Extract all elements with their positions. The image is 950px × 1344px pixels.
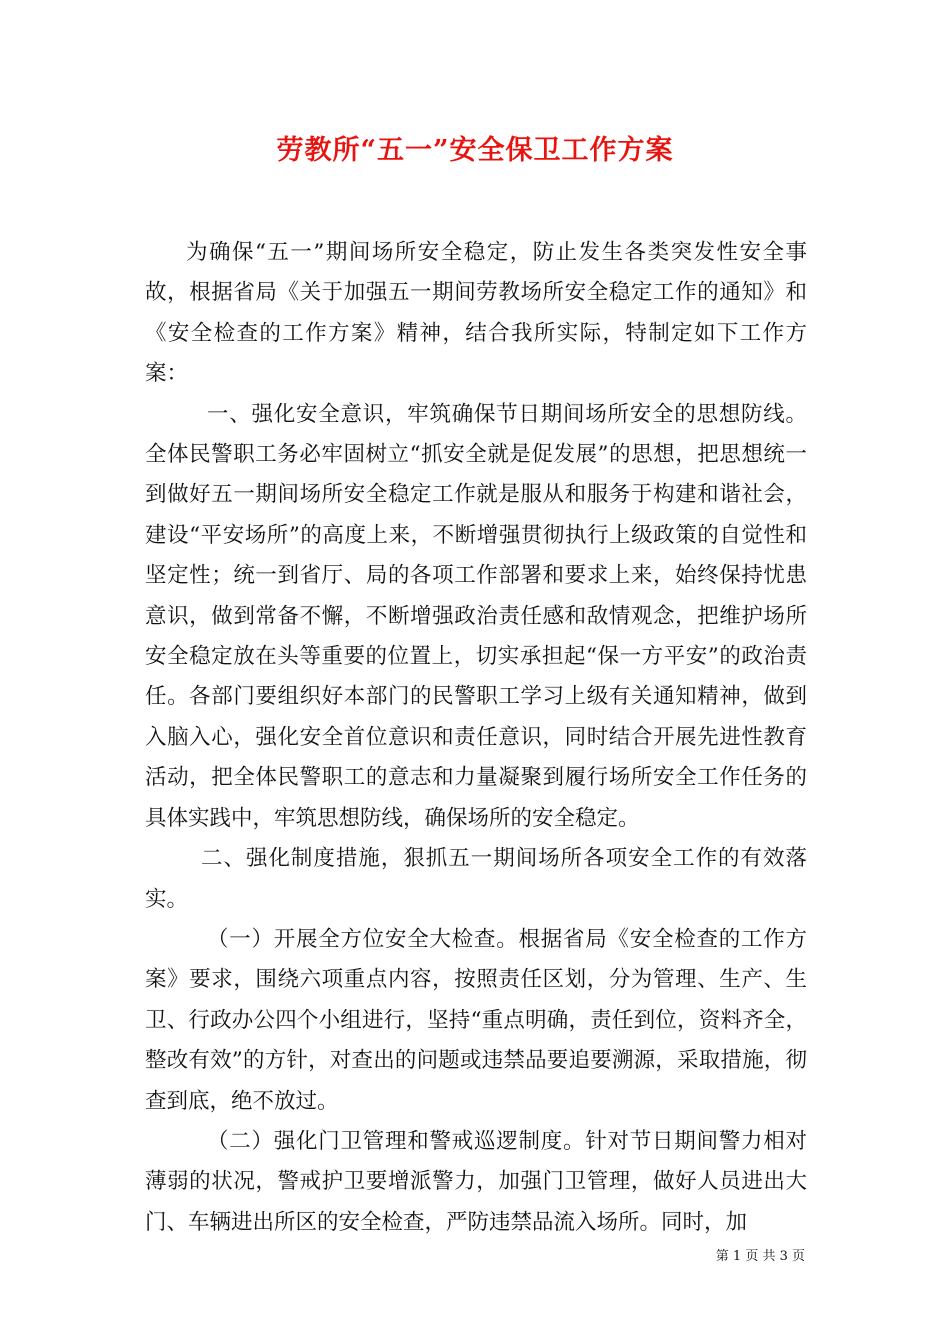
page-number: 第 1 页 共 3 页	[715, 1249, 805, 1264]
document-title: 劳教所“五一”安全保卫工作方案	[276, 135, 674, 166]
document-body	[145, 233, 807, 1243]
paragraph-section-2: 二、强化制度措施，狠抓五一期间场所各项安全工作的有效落实。	[145, 846, 807, 912]
paragraph-intro: 为确保“五一”期间场所安全稳定，防止发生各类突发性安全事故，根据省局《关于加强五一期间劳教场所安全稳定工作的通知》和《安全检查的工作方案》精神，结合我所实际，特制定如下工作方案：	[145, 240, 807, 387]
paragraph-item-2: （二）强化门卫管理和警戒巡逻制度。针对节日期间警力相对薄弱的状况，警戒护卫要增派警力，加强门卫管理，做好人员进出大门、车辆进出所区的安全检查，严防违禁品流入场所。同时，加	[145, 1128, 807, 1235]
paragraph-item-1: （一）开展全方位安全大检查。根据省局《安全检查的工作方案》要求，围绕六项重点内容，按照责任区划，分为管理、生产、生卫、行政办公四个小组进行，坚持“重点明确，责任到位，资料齐全，整改有效”的方针，对查出的问题或违禁品要追要溯源，采取措施，彻查到底，绝不放过。	[145, 926, 807, 1114]
paragraph-section-1: 一、强化安全意识，牢筑确保节日期间场所安全的思想防线。全体民警职工务必牢固树立“抓安全就是促发展”的思想，把思想统一到做好五一期间场所安全稳定工作就是服从和服务于构建和谐社会，建设“平安场所”的高度上来，不断增强贯彻执行上级政策的自觉性和坚定性；统一到省厅、局的各项工作部署和要求上来，始终保持忧患意识，做到常备不懈，不断增强政治责任感和敌情观念，把维护场所安全稳定放在头等重要的位置上，切实承担起“保一方平安”的政治责任。各部门要组织好本部门的民警职工学习上级有关通知精神，做到入脑入心，强化安全首位意识和责任意识，同时结合开展先进性教育活动，把全体民警职工的意志和力量凝聚到履行场所安全工作任务的具体实践中，牢筑思想防线，确保场所的安全稳定。	[145, 401, 807, 831]
